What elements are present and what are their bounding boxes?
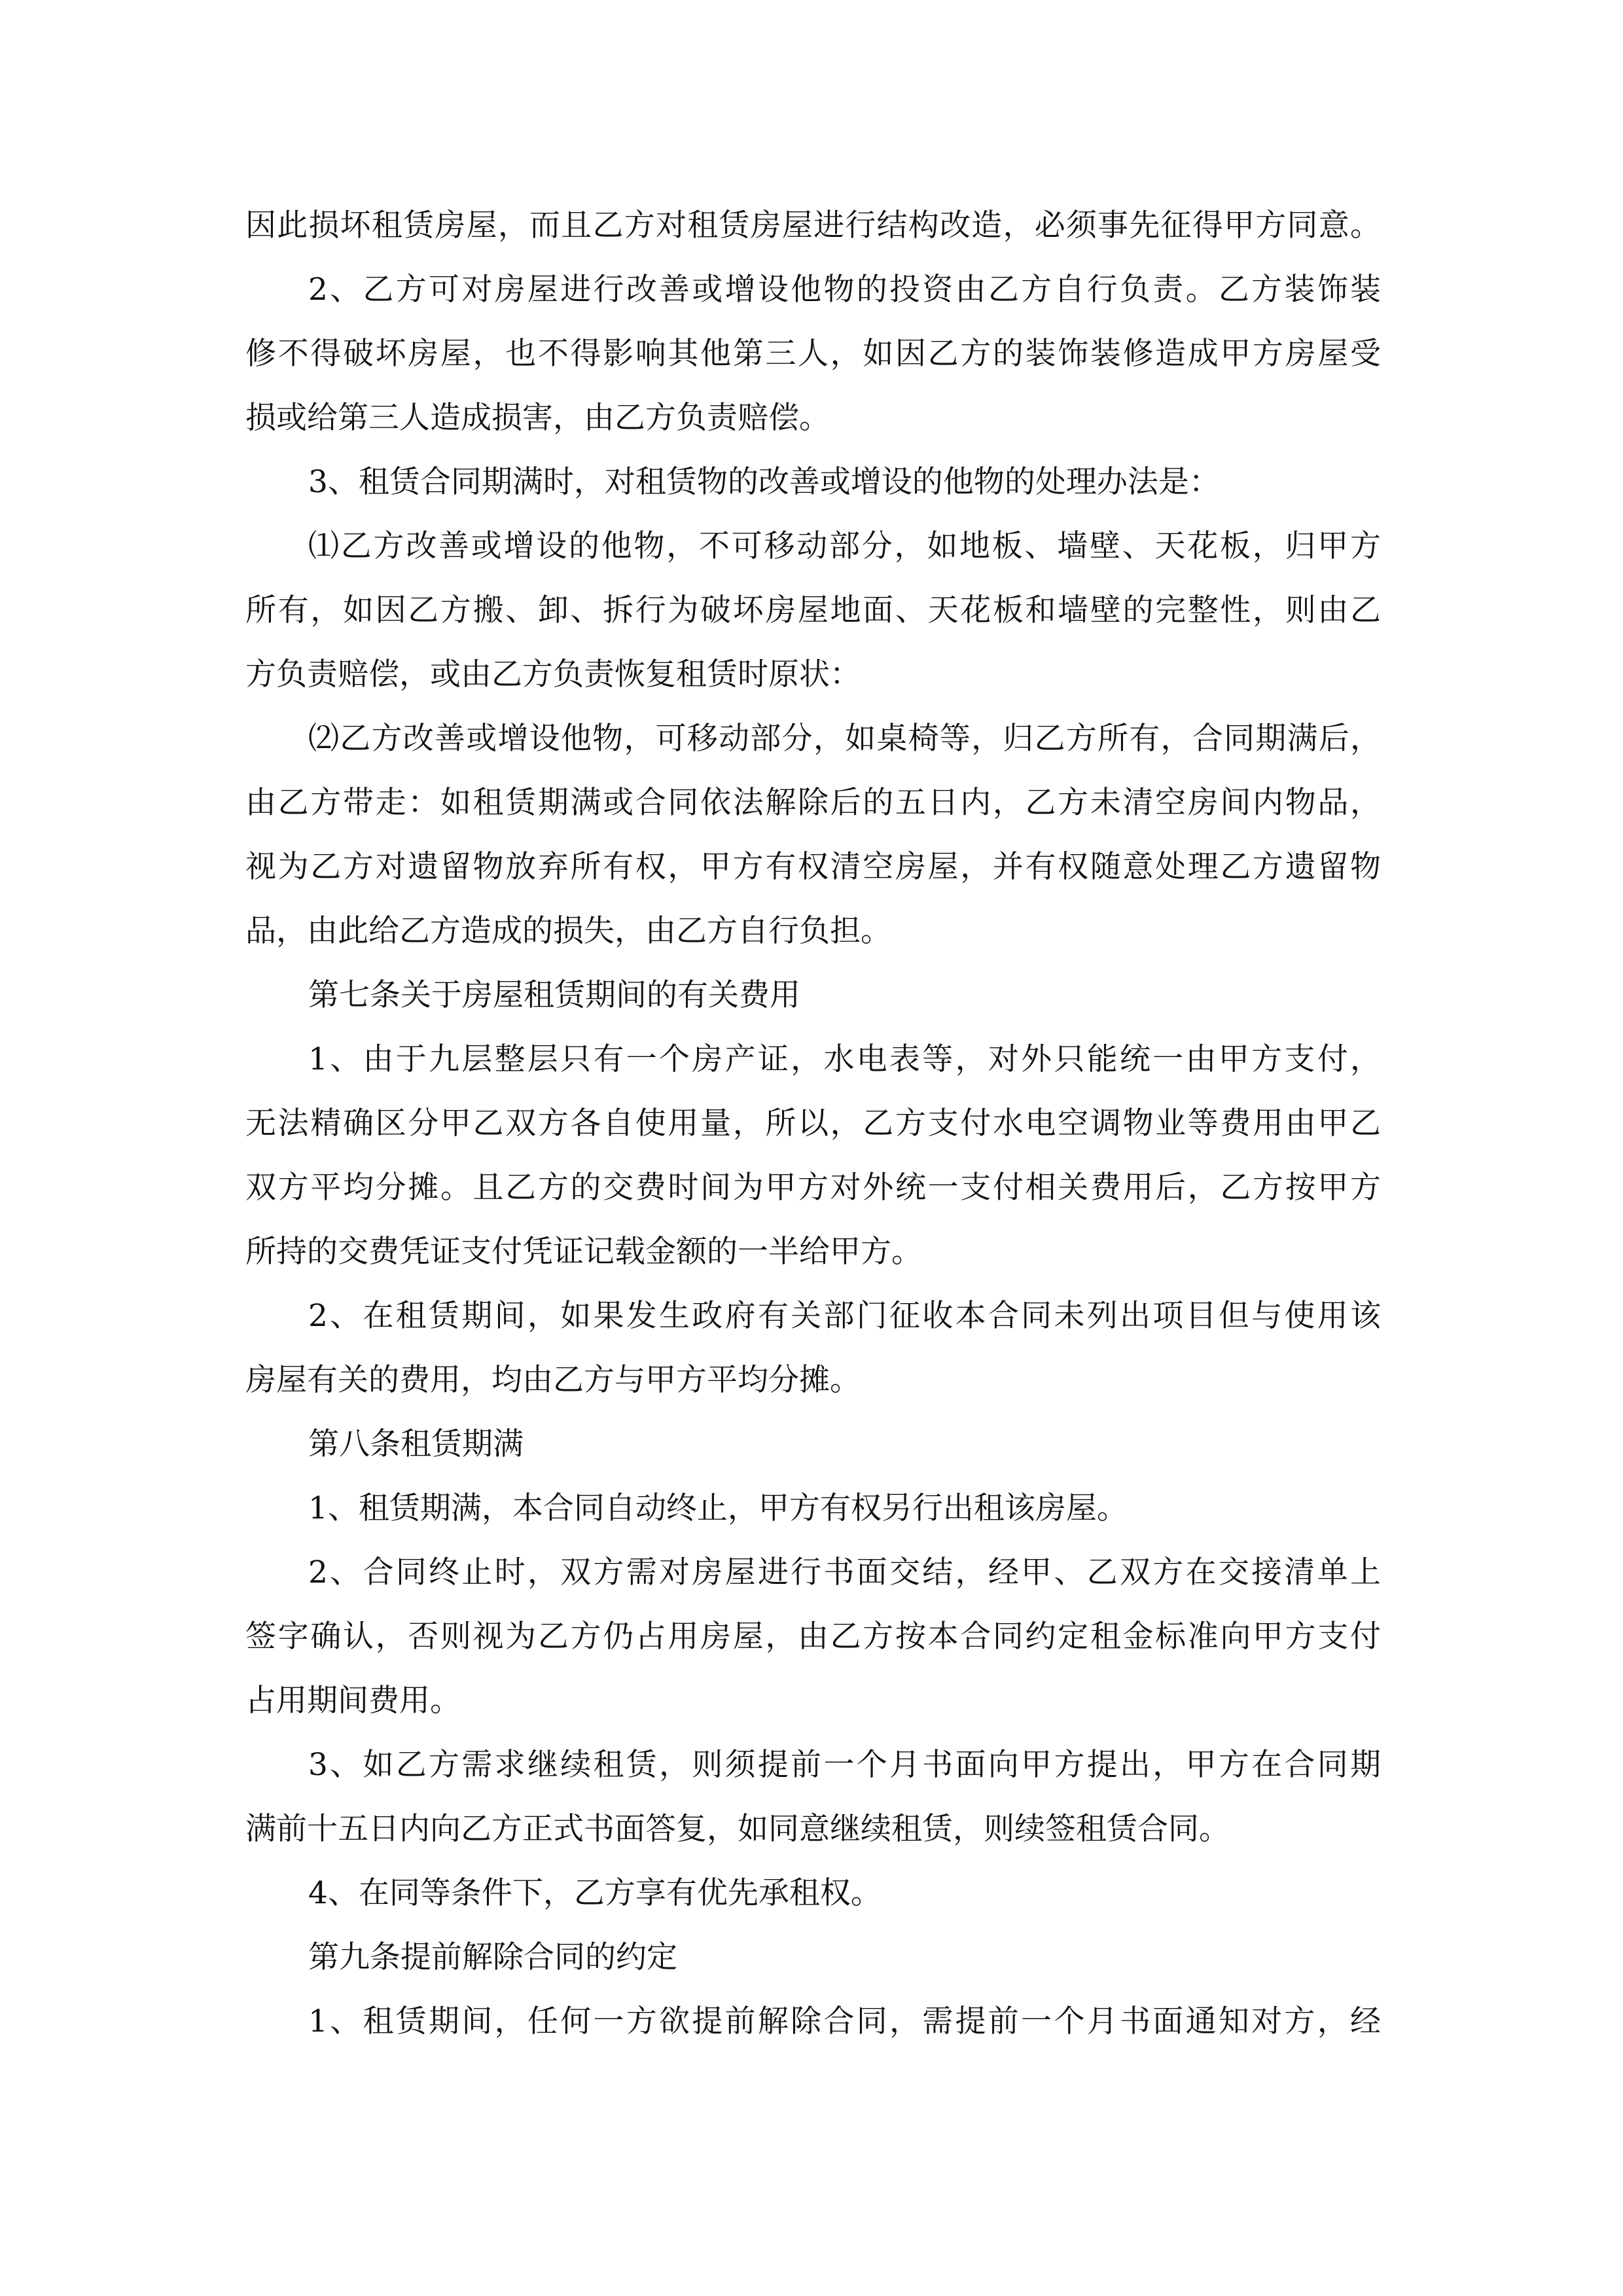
document-body — [245, 194, 1381, 2054]
paragraph-line: 1、租赁期满，本合同自动终止，甲方有权另行出租该房屋。 — [308, 1490, 1128, 1526]
paragraph-line: ⑵乙方改善或增设他物，可移动部分，如桌椅等，归乙方所有，合同期满后， — [308, 721, 1381, 757]
paragraph-line: 1、由于九层整层只有一个房产证，水电表等，对外只能统一由甲方支付， — [308, 1041, 1381, 1077]
paragraph-line: 品，由此给乙方造成的损失，由乙方自行负担。 — [245, 913, 891, 949]
section-heading: 第七条关于房屋租赁期间的有关费用 — [308, 977, 800, 1013]
paragraph-line: 修不得破坏房屋，也不得影响其他第三人，如因乙方的装饰装修造成甲方房屋受 — [245, 336, 1381, 372]
paragraph-line: 由乙方带走：如租赁期满或合同依法解除后的五日内，乙方未清空房间内物品， — [245, 785, 1381, 821]
paragraph-line: 无法精确区分甲乙双方各自使用量，所以，乙方支付水电空调物业等费用由甲乙 — [245, 1105, 1381, 1141]
paragraph-line: 损或给第三人造成损害，由乙方负责赔偿。 — [245, 400, 830, 436]
paragraph-line: 4、在同等条件下，乙方享有优先承租权。 — [308, 1875, 882, 1911]
paragraph-line: 3、租赁合同期满时，对租赁物的改善或增设的他物的处理办法是： — [308, 464, 1220, 500]
paragraph-line: 2、合同终止时，双方需对房屋进行书面交结，经甲、乙双方在交接清单上 — [308, 1554, 1381, 1590]
paragraph-line: 因此损坏租赁房屋，而且乙方对租赁房屋进行结构改造，必须事先征得甲方同意。 — [245, 207, 1381, 243]
paragraph-line: 视为乙方对遗留物放弃所有权，甲方有权清空房屋，并有权随意处理乙方遗留物 — [245, 849, 1381, 885]
paragraph-line: 签字确认，否则视为乙方仍占用房屋，由乙方按本合同约定租金标准向甲方支付 — [245, 1619, 1381, 1655]
section-heading: 第九条提前解除合同的约定 — [308, 1939, 677, 1975]
paragraph-line: ⑴乙方改善或增设的他物，不可移动部分，如地板、墙壁、天花板，归甲方 — [308, 528, 1381, 564]
paragraph-line: 1、租赁期间，任何一方欲提前解除合同，需提前一个月书面通知对方，经 — [308, 2003, 1381, 2039]
paragraph-line: 双方平均分摊。且乙方的交费时间为甲方对外统一支付相关费用后，乙方按甲方 — [245, 1170, 1381, 1206]
paragraph-line: 2、在租赁期间，如果发生政府有关部门征收本合同未列出项目但与使用该 — [308, 1298, 1381, 1334]
paragraph-line: 所持的交费凭证支付凭证记载金额的一半给甲方。 — [245, 1234, 922, 1270]
paragraph-line: 所有，如因乙方搬、卸、拆行为破坏房屋地面、天花板和墙壁的完整性，则由乙 — [245, 592, 1381, 628]
paragraph-line: 房屋有关的费用，均由乙方与甲方平均分摊。 — [245, 1362, 861, 1398]
paragraph-line: 满前十五日内向乙方正式书面答复，如同意继续租赁，则续签租赁合同。 — [245, 1811, 1230, 1847]
paragraph-line: 2、乙方可对房屋进行改善或增设他物的投资由乙方自行负责。乙方装饰装 — [308, 272, 1381, 308]
paragraph-line: 3、如乙方需求继续租赁，则须提前一个月书面向甲方提出，甲方在合同期 — [308, 1747, 1381, 1783]
section-heading: 第八条租赁期满 — [308, 1426, 524, 1462]
paragraph-line: 占用期间费用。 — [245, 1683, 461, 1719]
paragraph-line: 方负责赔偿，或由乙方负责恢复租赁时原状： — [245, 656, 861, 692]
